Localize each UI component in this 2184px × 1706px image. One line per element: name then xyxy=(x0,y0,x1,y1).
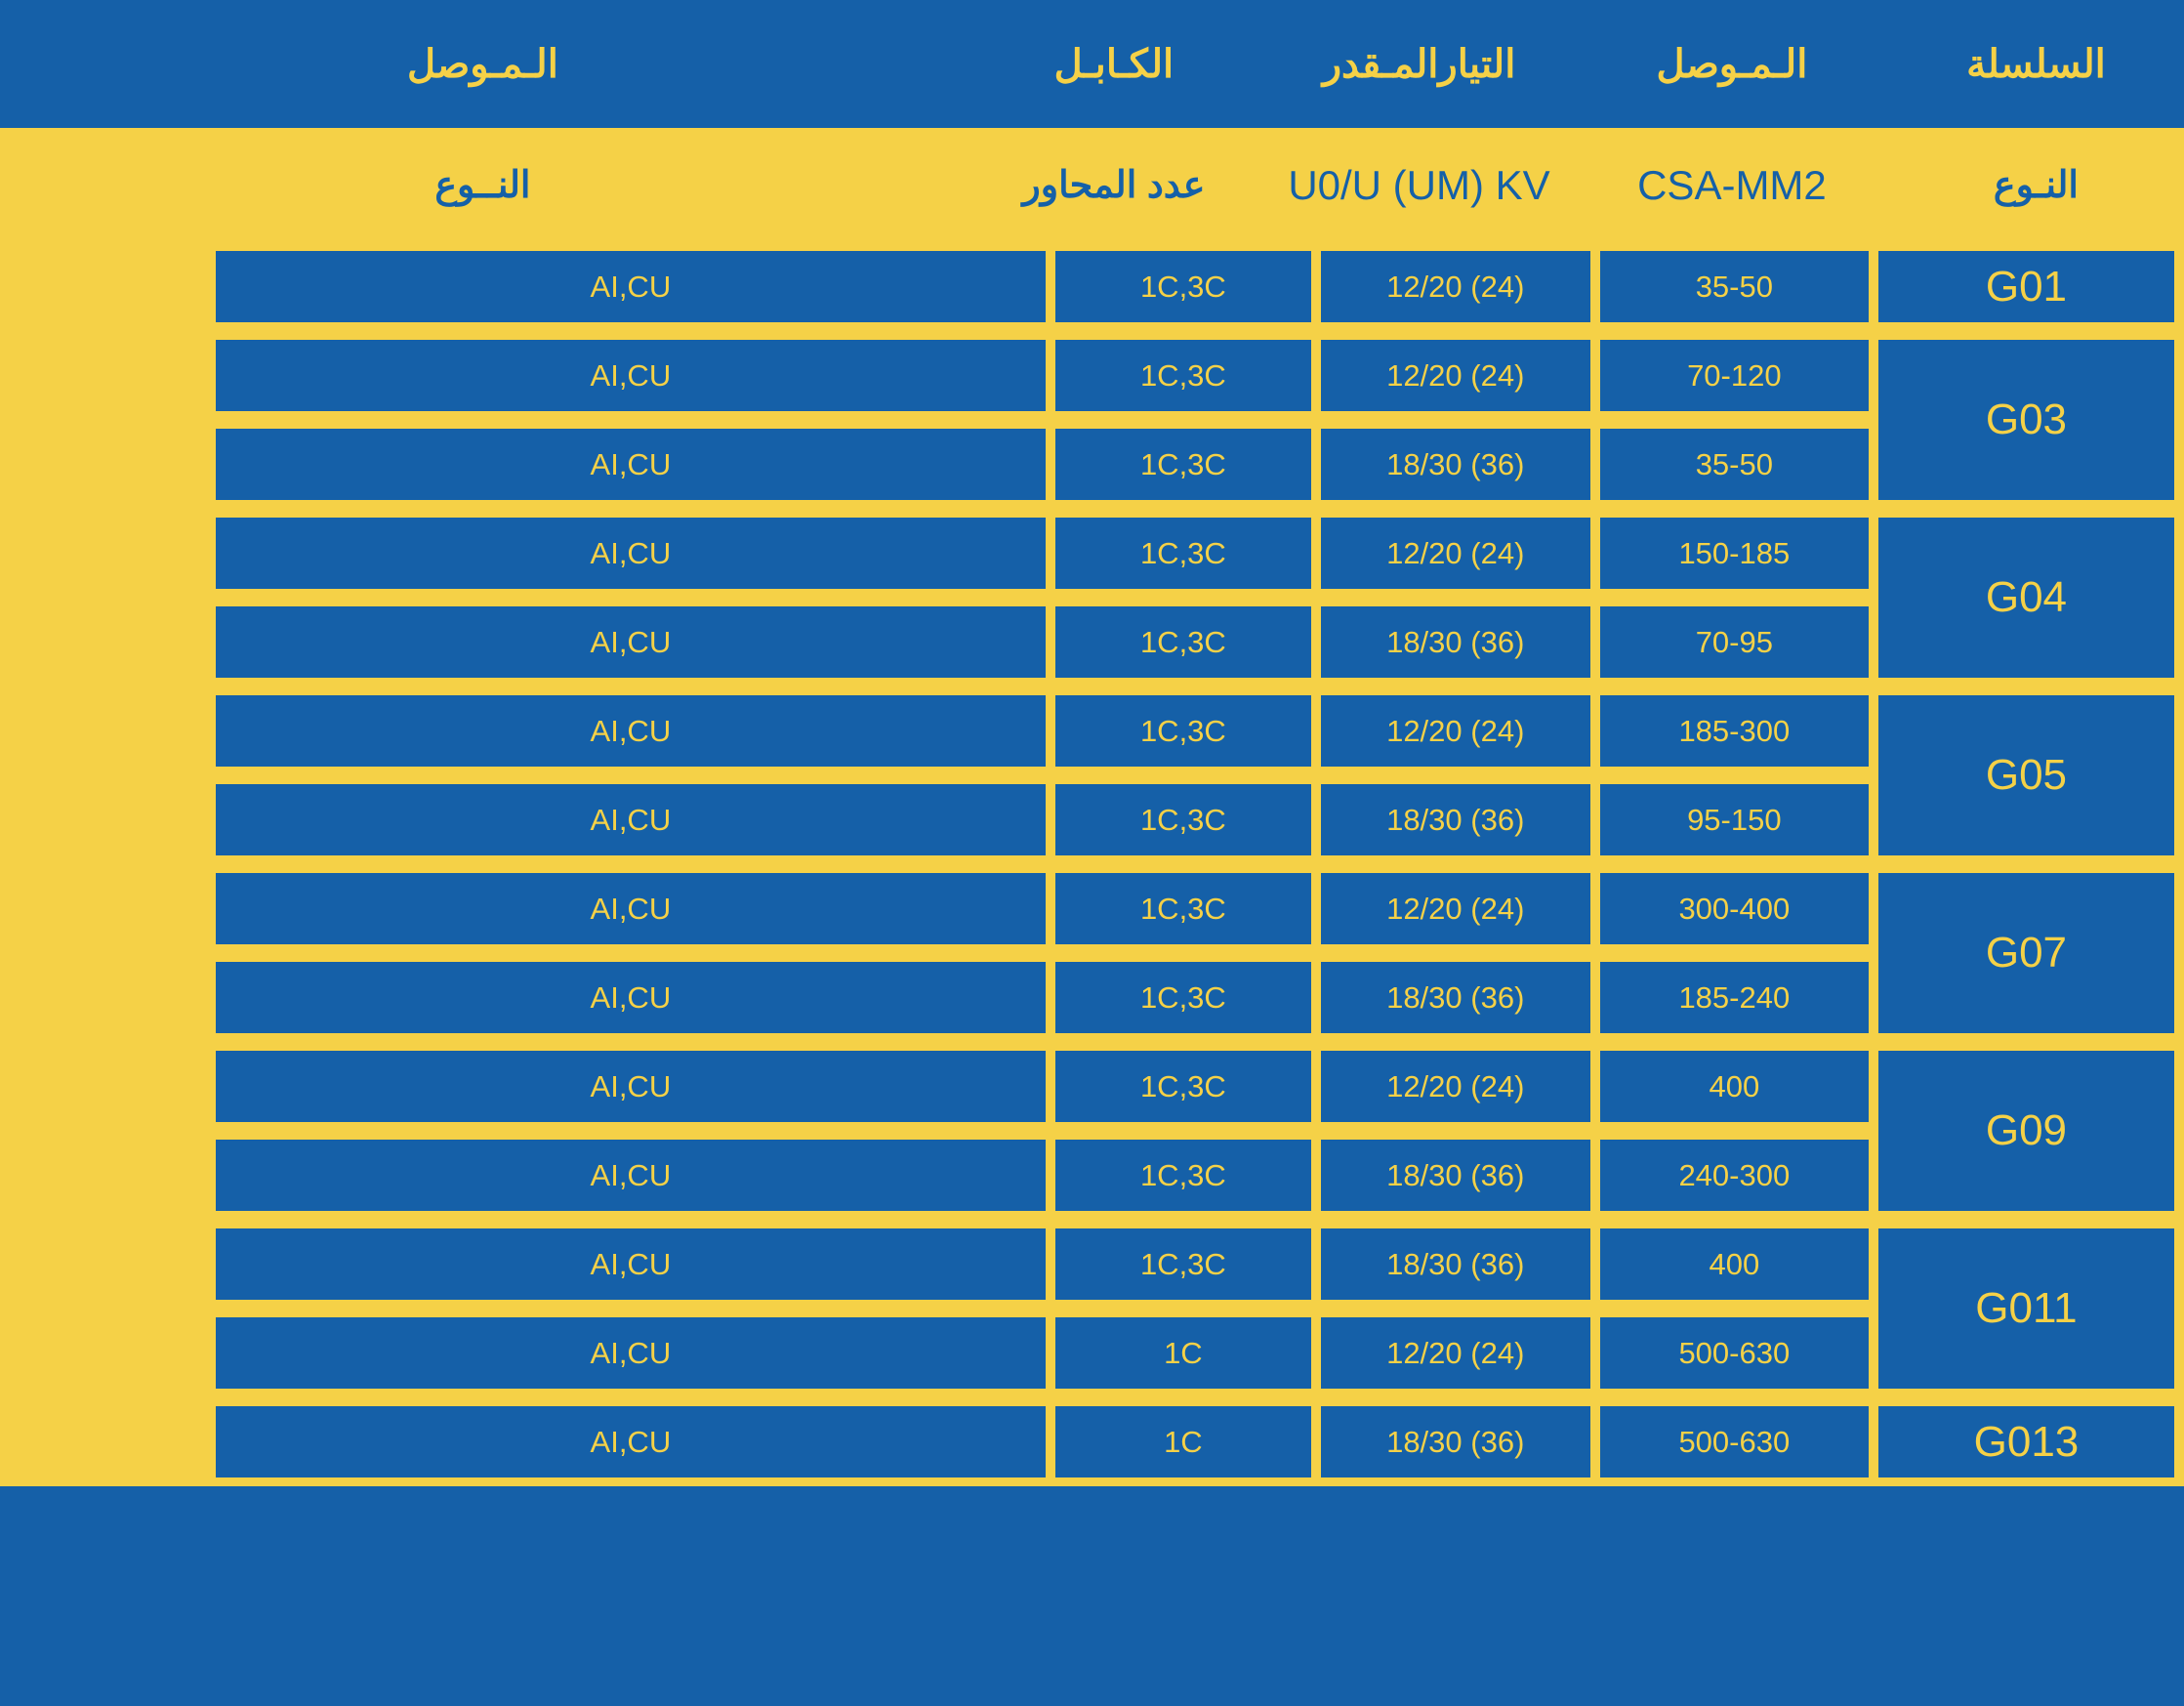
subheader-series-type: النـوع xyxy=(1993,165,2079,206)
table-body xyxy=(0,242,2184,1486)
cell-csa: 500-630 xyxy=(1600,1317,1869,1389)
subheader-cores: عدد المحاور xyxy=(1022,165,1206,206)
cell-conductor-type: AI,CU xyxy=(216,340,1046,411)
table-group xyxy=(0,1220,2184,1397)
cell-conductor-type: AI,CU xyxy=(216,429,1046,500)
table-row xyxy=(0,1042,1878,1131)
subheader-conductor-type: النــوع xyxy=(434,165,531,206)
cell-conductor-type: AI,CU xyxy=(216,873,1046,944)
cell-csa: 185-300 xyxy=(1600,695,1869,767)
subheader-csa-unit: CSA-MM2 xyxy=(1637,161,1827,208)
series-cell: G013 xyxy=(1878,1406,2174,1477)
cell-rated-voltage: 12/20 (24) xyxy=(1321,1317,1590,1389)
cell-conductor-type: AI,CU xyxy=(216,1317,1046,1389)
table-group xyxy=(0,687,2184,864)
series-cell: G011 xyxy=(1878,1228,2174,1389)
cell-cores: 1C,3C xyxy=(1055,429,1311,500)
header-conductor: الـمـوصل xyxy=(407,42,558,86)
cell-cores: 1C,3C xyxy=(1055,784,1311,855)
cell-cores: 1C,3C xyxy=(1055,695,1311,767)
cell-csa: 35-50 xyxy=(1600,251,1869,322)
group-rows xyxy=(0,1220,1878,1397)
group-rows xyxy=(0,1042,1878,1220)
table-header-primary xyxy=(0,0,2184,128)
cell-cores: 1C,3C xyxy=(1055,518,1311,589)
group-rows xyxy=(0,509,1878,687)
group-rows xyxy=(0,1397,1878,1486)
cell-rated-voltage: 18/30 (36) xyxy=(1321,429,1590,500)
cell-conductor-type: AI,CU xyxy=(216,518,1046,589)
table-row xyxy=(0,1220,1878,1309)
cell-rated-voltage: 12/20 (24) xyxy=(1321,518,1590,589)
cell-cores: 1C xyxy=(1055,1406,1311,1477)
cell-conductor-type: AI,CU xyxy=(216,1140,1046,1211)
cell-rated-voltage: 12/20 (24) xyxy=(1321,251,1590,322)
subheader-voltage-unit: U0/U (UM) KV xyxy=(1288,161,1550,208)
cell-cores: 1C,3C xyxy=(1055,1140,1311,1211)
cell-csa: 185-240 xyxy=(1600,962,1869,1033)
cell-cores: 1C,3C xyxy=(1055,962,1311,1033)
table-row xyxy=(0,953,1878,1042)
cell-conductor-type: AI,CU xyxy=(216,962,1046,1033)
series-cell: G09 xyxy=(1878,1051,2174,1211)
cell-rated-voltage: 18/30 (36) xyxy=(1321,1406,1590,1477)
table-row xyxy=(0,864,1878,953)
series-cell: G03 xyxy=(1878,340,2174,500)
cell-rated-voltage: 12/20 (24) xyxy=(1321,873,1590,944)
table-row xyxy=(0,420,1878,509)
cell-csa: 95-150 xyxy=(1600,784,1869,855)
cell-csa: 35-50 xyxy=(1600,429,1869,500)
cell-rated-voltage: 18/30 (36) xyxy=(1321,1140,1590,1211)
cell-csa: 400 xyxy=(1600,1051,1869,1122)
table-row xyxy=(0,1397,1878,1486)
cell-csa: 70-120 xyxy=(1600,340,1869,411)
table-row xyxy=(0,242,1878,331)
group-rows xyxy=(0,242,1878,331)
series-cell: G04 xyxy=(1878,518,2174,678)
cell-rated-voltage: 12/20 (24) xyxy=(1321,695,1590,767)
cell-cores: 1C,3C xyxy=(1055,1051,1311,1122)
cell-csa: 400 xyxy=(1600,1228,1869,1300)
cell-conductor-type: AI,CU xyxy=(216,784,1046,855)
cell-csa: 150-185 xyxy=(1600,518,1869,589)
group-rows xyxy=(0,331,1878,509)
group-rows xyxy=(0,687,1878,864)
cell-conductor-type: AI,CU xyxy=(216,1051,1046,1122)
cell-rated-voltage: 18/30 (36) xyxy=(1321,784,1590,855)
table-row xyxy=(0,775,1878,864)
cell-rated-voltage: 12/20 (24) xyxy=(1321,1051,1590,1122)
table-row xyxy=(0,687,1878,775)
header-conductor-csa: الـمـوصل xyxy=(1656,42,1808,86)
cell-rated-voltage: 18/30 (36) xyxy=(1321,606,1590,678)
cell-conductor-type: AI,CU xyxy=(216,695,1046,767)
cell-conductor-type: AI,CU xyxy=(216,251,1046,322)
header-series: السلسلة xyxy=(1966,42,2106,86)
series-cell: G05 xyxy=(1878,695,2174,855)
table-group xyxy=(0,1042,2184,1220)
table-group xyxy=(0,242,2184,331)
table-row xyxy=(0,598,1878,687)
cell-rated-voltage: 18/30 (36) xyxy=(1321,1228,1590,1300)
cell-conductor-type: AI,CU xyxy=(216,606,1046,678)
table-row xyxy=(0,509,1878,598)
cell-cores: 1C,3C xyxy=(1055,251,1311,322)
cell-rated-voltage: 12/20 (24) xyxy=(1321,340,1590,411)
header-cable: الكـابـل xyxy=(1053,42,1174,86)
table-row xyxy=(0,1309,1878,1397)
cell-cores: 1C,3C xyxy=(1055,606,1311,678)
cell-cores: 1C,3C xyxy=(1055,340,1311,411)
table-group xyxy=(0,331,2184,509)
table-row xyxy=(0,331,1878,420)
cell-cores: 1C,3C xyxy=(1055,1228,1311,1300)
series-cell: G01 xyxy=(1878,251,2174,322)
header-rated-current: التيارالمـقدر xyxy=(1322,42,1516,86)
table-group xyxy=(0,864,2184,1042)
table-header-secondary xyxy=(0,128,2184,242)
cell-csa: 240-300 xyxy=(1600,1140,1869,1211)
table-row xyxy=(0,1131,1878,1220)
group-rows xyxy=(0,864,1878,1042)
cell-conductor-type: AI,CU xyxy=(216,1406,1046,1477)
cell-csa: 500-630 xyxy=(1600,1406,1869,1477)
cell-cores: 1C,3C xyxy=(1055,873,1311,944)
table-group xyxy=(0,1397,2184,1486)
series-cell: G07 xyxy=(1878,873,2174,1033)
table-group xyxy=(0,509,2184,687)
cell-csa: 70-95 xyxy=(1600,606,1869,678)
cell-csa: 300-400 xyxy=(1600,873,1869,944)
cell-rated-voltage: 18/30 (36) xyxy=(1321,962,1590,1033)
cell-conductor-type: AI,CU xyxy=(216,1228,1046,1300)
cell-cores: 1C xyxy=(1055,1317,1311,1389)
